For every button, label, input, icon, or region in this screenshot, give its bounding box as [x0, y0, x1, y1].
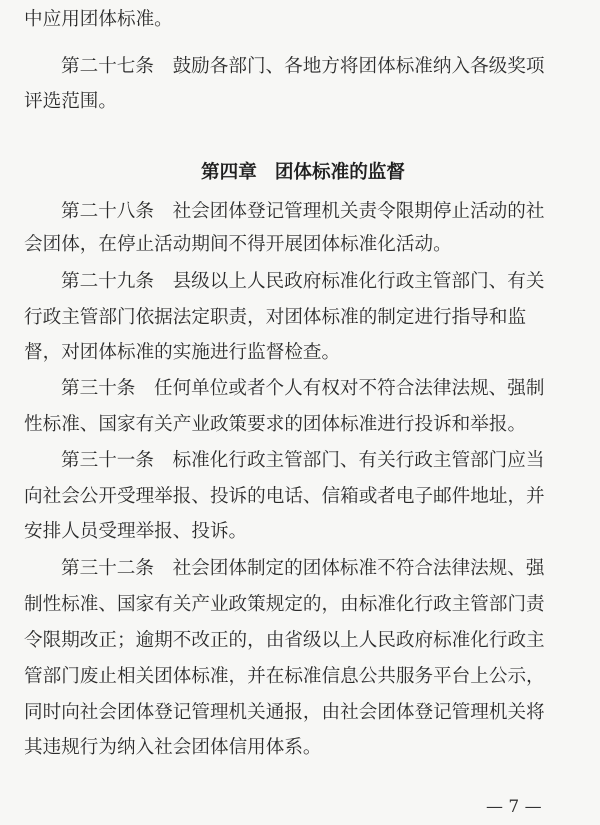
document-page: [24, 0, 582, 825]
text-line: 令限期改正；逾期不改正的，由省级以上人民政府标准化行政主: [24, 630, 545, 651]
text-line: 同时向社会团体登记管理机关通报，由社会团体登记管理机关将: [24, 702, 545, 723]
chapter-title: 团体标准的监督: [274, 162, 405, 183]
article-29-line: 第二十九条 县级以上人民政府标准化行政主管部门、有关: [61, 271, 545, 292]
text-line: 行政主管部门依据法定职责，对团体标准的制定进行指导和监: [24, 307, 527, 328]
article-31-line: 第三十一条 标准化行政主管部门、有关行政主管部门应当: [61, 450, 545, 471]
chapter-number: 第四章: [201, 162, 257, 183]
article-30-line: 第三十条 任何单位或者个人有权对不符合法律法规、强制: [61, 378, 545, 399]
text-line: 安排人员受理举报、投诉。: [24, 521, 248, 542]
article-27-line: 第二十七条 鼓励各部门、各地方将团体标准纳入各级奖项: [61, 56, 545, 77]
text-line: 制性标准、国家有关产业政策规定的，由标准化行政主管部门责: [24, 594, 545, 615]
text-line: 其违规行为纳入社会团体信用体系。: [24, 737, 322, 758]
text-line: 会团体，在停止活动期间不得开展团体标准化活动。: [24, 234, 452, 255]
article-32-line: 第三十二条 社会团体制定的团体标准不符合法律法规、强: [61, 558, 545, 579]
text-line: 性标准、国家有关产业政策要求的团体标准进行投诉和举报。: [24, 414, 527, 435]
article-28-line: 第二十八条 社会团体登记管理机关责令限期停止活动的社: [61, 201, 545, 222]
text-line: 中应用团体标准。: [24, 9, 173, 30]
text-line: 管部门废止相关团体标准，并在标准信息公共服务平台上公示，: [24, 666, 545, 687]
text-line: 评选范围。: [24, 91, 117, 112]
page-number: — 7 —: [486, 797, 542, 817]
chapter-heading: [24, 161, 582, 185]
text-line: 督，对团体标准的实施进行监督检查。: [24, 342, 341, 363]
text-line: 向社会公开受理举报、投诉的电话、信箱或者电子邮件地址，并: [24, 486, 545, 507]
